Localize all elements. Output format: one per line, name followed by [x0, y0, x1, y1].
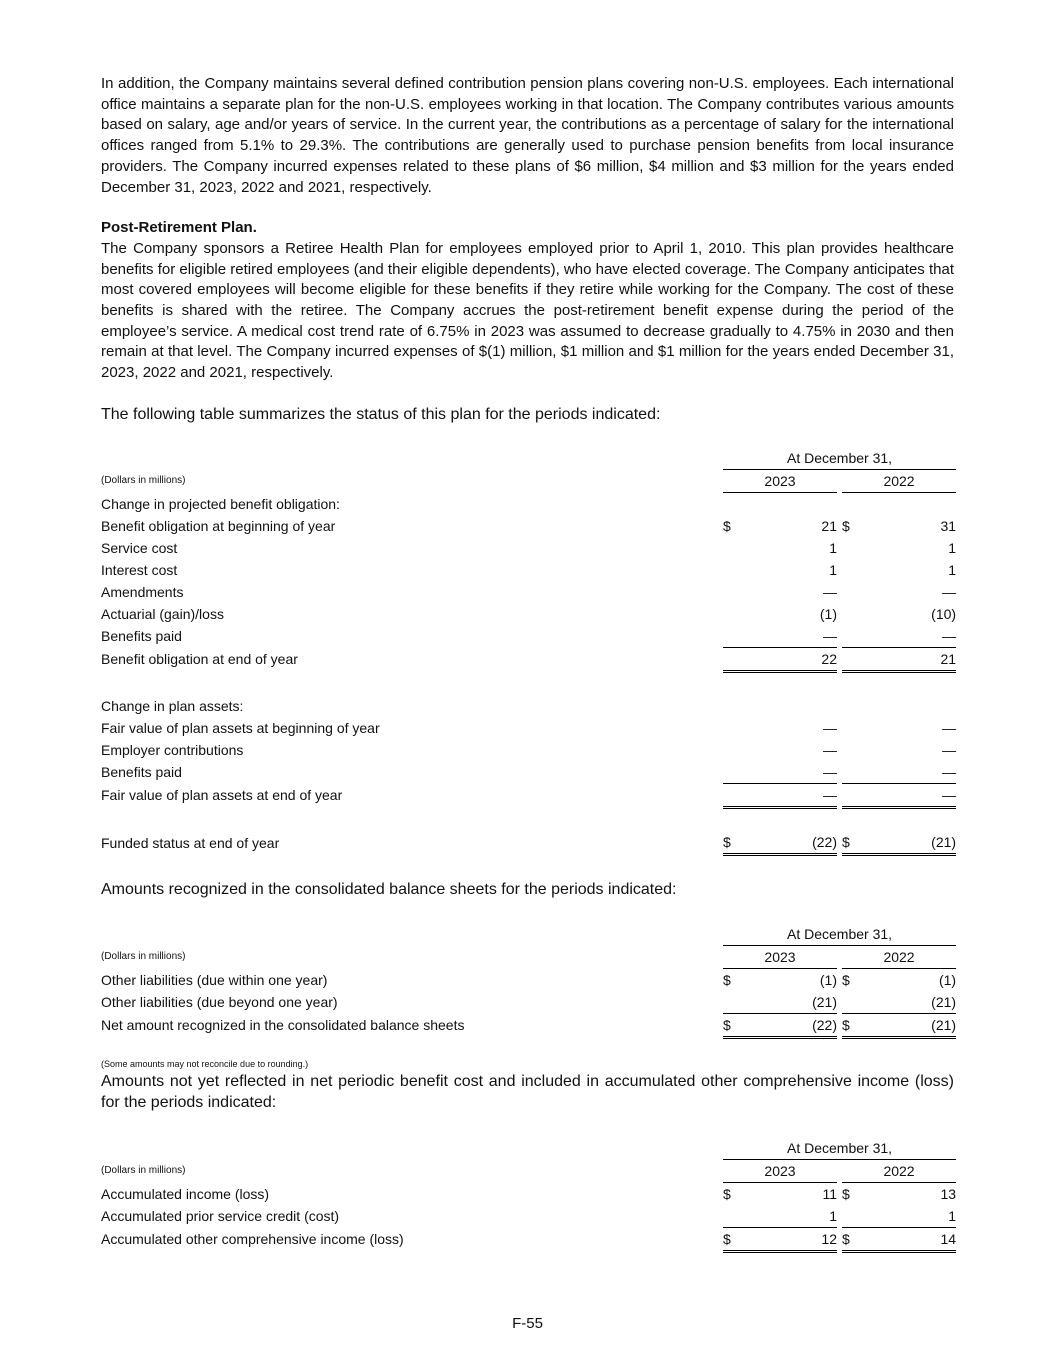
table-row: Actuarial (gain)/loss (1) (10) [101, 605, 957, 622]
table3-intro: Amounts not yet reflected in net periodic benefit cost and included in accumulated other comprehensive income (loss) for the periods indicated: [101, 1072, 954, 1111]
table-row: Service cost 1 1 [101, 539, 957, 556]
table-row: Employer contributions — — [101, 741, 957, 758]
table-row: Benefits paid — — [101, 625, 956, 648]
table-row: Other liabilities (due beyond one year) (21) (21) [101, 991, 956, 1014]
table-row: Amendments — — [101, 583, 957, 600]
table1-section-assets: Change in plan assets: [101, 697, 244, 714]
table2-year1: 2023 [723, 945, 837, 968]
table2-header: At December 31, [723, 923, 956, 946]
table1-section-pbo: Change in projected benefit obligation: [101, 495, 340, 512]
table1-intro: The following table summarizes the status of this plan for the periods indicated: [101, 405, 661, 423]
table-row: Fair value of plan assets at end of year — — [101, 783, 956, 807]
paragraph-post-retirement: The Company sponsors a Retiree Health Plan for employees employed prior to April 1, 2010. This plan provides healthcare benefits for eligible retired employees (and their eligible dependents), who have elected coverage. The Company anticipates that most covered employees will become eligible for these benefits if they retire while working for the Company. The cost of these benefits is shared with the retiree. The Company accrues the post-retirement benefit expense during the period of the employee’s service. A medical cost trend rate of 6.75% in 2023 was assumed to decrease gradually to 4.75% in 2030 and then remain at that level. The Company incurred expenses of $(1) million, $1 million and $1 million for the years ended December 31, 2023, 2022 and 2021, respectively. [101, 239, 954, 382]
table1-units: (Dollars in millions) [101, 475, 186, 487]
table1-year1: 2023 [723, 469, 837, 492]
table3-units: (Dollars in millions) [101, 1165, 186, 1177]
table-row: Accumulated income (loss) $ 11 $ 13 [101, 1185, 957, 1202]
page-number: F-55 [512, 1315, 543, 1332]
table2-year2: 2022 [842, 945, 956, 968]
table2-units: (Dollars in millions) [101, 951, 186, 963]
paragraph-international-plans: In addition, the Company maintains several defined contribution pension plans covering non-U.S. employees. Each international office maintains a separate plan for the non-U.S. employees working in that location. The Company contributes various amounts based on salary, age and/or years of service. In the current year, the contributions as a percentage of salary for the international offices ranged from 5.1% to 29.3%. The contributions are generally used to purchase pension benefits from local insurance providers. The Company incurred expenses related to these plans of $6 million, $4 million and $3 million for the years ended December 31, 2023, 2022 and 2021, respectively. [101, 75, 954, 196]
table2-intro: Amounts recognized in the consolidated balance sheets for the periods indicated: [101, 880, 677, 898]
plan-status-table [101, 447, 956, 856]
table-row: Net amount recognized in the consolidated balance sheets $ (22) $ (21) [101, 1013, 956, 1037]
table-row: Accumulated other comprehensive income (loss) $ 12 $ 14 [101, 1227, 956, 1251]
table-row: Benefit obligation at beginning of year $ 21 $ 31 [101, 517, 957, 534]
table-row: Accumulated prior service credit (cost) 1 1 [101, 1205, 956, 1228]
table-row: Other liabilities (due within one year) $ (1) $ (1) [101, 971, 957, 988]
table-row: Benefit obligation at end of year 22 21 [101, 647, 956, 671]
table-row-funded-status: Funded status at end of year $ (22) $ (21) [101, 831, 956, 855]
table3-header: At December 31, [723, 1137, 956, 1160]
page-content [101, 74, 957, 1253]
table-row: Interest cost 1 1 [101, 561, 957, 578]
rounding-note: (Some amounts may not reconcile due to rounding.) [101, 1058, 309, 1069]
table-row: Fair value of plan assets at beginning of year — — [101, 719, 957, 736]
table3-year2: 2022 [842, 1159, 956, 1182]
table-row: Benefits paid — — [101, 761, 956, 784]
table1-header: At December 31, [723, 447, 956, 470]
section-title-post-retirement: Post-Retirement Plan. [101, 219, 257, 237]
table1-year2: 2022 [842, 469, 956, 492]
aoci-table [101, 1137, 956, 1253]
balance-sheet-table [101, 923, 956, 1039]
table3-year1: 2023 [723, 1159, 837, 1182]
